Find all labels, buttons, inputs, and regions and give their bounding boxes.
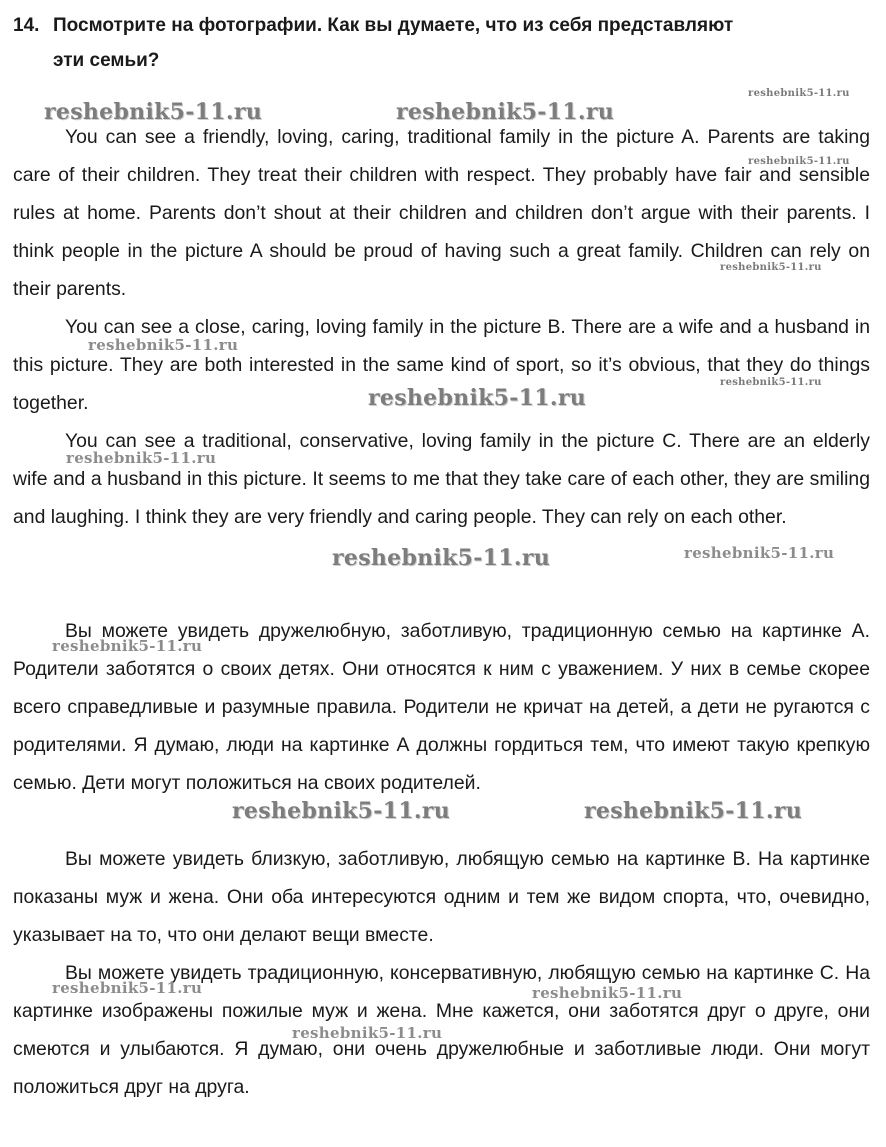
english-paragraph-c: [13, 422, 870, 536]
english-paragraph-b: [13, 308, 870, 422]
watermark: reshebnik5-11.ru: [748, 156, 850, 167]
russian-paragraph-a-text: Вы можете увидеть дружелюбную, заботливую, традиционную семью на картинке А. Родители заботятся о своих детях. Они относятся к ним с уважением. У них в семье скорее всего справедливые и разумные правила. Родители не кричат на детей, а дети не ругаются с родителями. Я думаю, люди на картинке А должны гордиться тем, что имеют такую крепкую семью. Дети могут положиться на своих родителей.: [13, 620, 870, 794]
watermark: reshebnik5-11.ru: [584, 798, 803, 824]
russian-paragraph-b-text: Вы можете увидеть близкую, заботливую, любящую семью на картинке В. На картинке показаны муж и жена. Они оба интересуются одним и тем же видом спорта, что, очевидно, указывает на то, что они делают вещи вместе.: [13, 848, 870, 946]
watermark: reshebnik5-11.ru: [52, 637, 203, 655]
english-paragraph-c-text: You can see a traditional, conservative, loving family in the picture C. There are an elderly wife and a husband in this picture. It seems to me that they take care of each other, they are smiling and laughing. I think they are very friendly and caring people. They can rely on each other.: [13, 430, 870, 528]
task-heading: [13, 8, 873, 78]
task-number: 14.: [13, 15, 40, 36]
russian-paragraph-b: [13, 840, 870, 954]
watermark: reshebnik5-11.ru: [368, 385, 587, 411]
russian-paragraph-a: [13, 612, 870, 802]
watermark: reshebnik5-11.ru: [52, 979, 203, 997]
watermark: reshebnik5-11.ru: [720, 262, 822, 273]
english-paragraph-a: [13, 118, 870, 308]
english-paragraph-a-text: You can see a friendly, loving, caring, traditional family in the picture A. Parents are taking care of their children. They treat their children with respect. They probably have fair and sensible rules at home. Parents don’t shout at their children and children don’t argue with their parents. I think people in the picture A should be proud of having such a great family. Children can rely on their parents.: [13, 126, 870, 300]
watermark: reshebnik5-11.ru: [532, 984, 683, 1002]
watermark: reshebnik5-11.ru: [396, 99, 615, 125]
watermark: reshebnik5-11.ru: [292, 1024, 443, 1042]
task-question-line-1: Посмотрите на фотографии. Как вы думаете, что из себя представляют: [53, 15, 734, 36]
watermark: reshebnik5-11.ru: [332, 545, 551, 571]
watermark: reshebnik5-11.ru: [44, 99, 263, 125]
russian-paragraph-c-text: Вы можете увидеть традиционную, консервативную, любящую семью на картинке С. На картинке изображены пожилые муж и жена. Мне кажется, они заботятся друг о друге, они смеются и улыбаются. Я думаю, они очень дружелюбные и заботливые люди. Они могут положиться друг на друга.: [13, 962, 870, 1098]
watermark: reshebnik5-11.ru: [232, 798, 451, 824]
watermark: reshebnik5-11.ru: [720, 377, 822, 388]
watermark: reshebnik5-11.ru: [684, 544, 835, 562]
russian-paragraph-c: [13, 954, 870, 1106]
watermark: reshebnik5-11.ru: [748, 88, 850, 99]
watermark: reshebnik5-11.ru: [88, 336, 239, 354]
task-question-line-2: эти семьи?: [53, 50, 160, 71]
english-paragraph-b-text: You can see a close, caring, loving family in the picture B. There are a wife and a husband in this picture. They are both interested in the same kind of sport, so it’s obvious, that they do things together.: [13, 316, 870, 414]
watermark: reshebnik5-11.ru: [66, 449, 217, 467]
